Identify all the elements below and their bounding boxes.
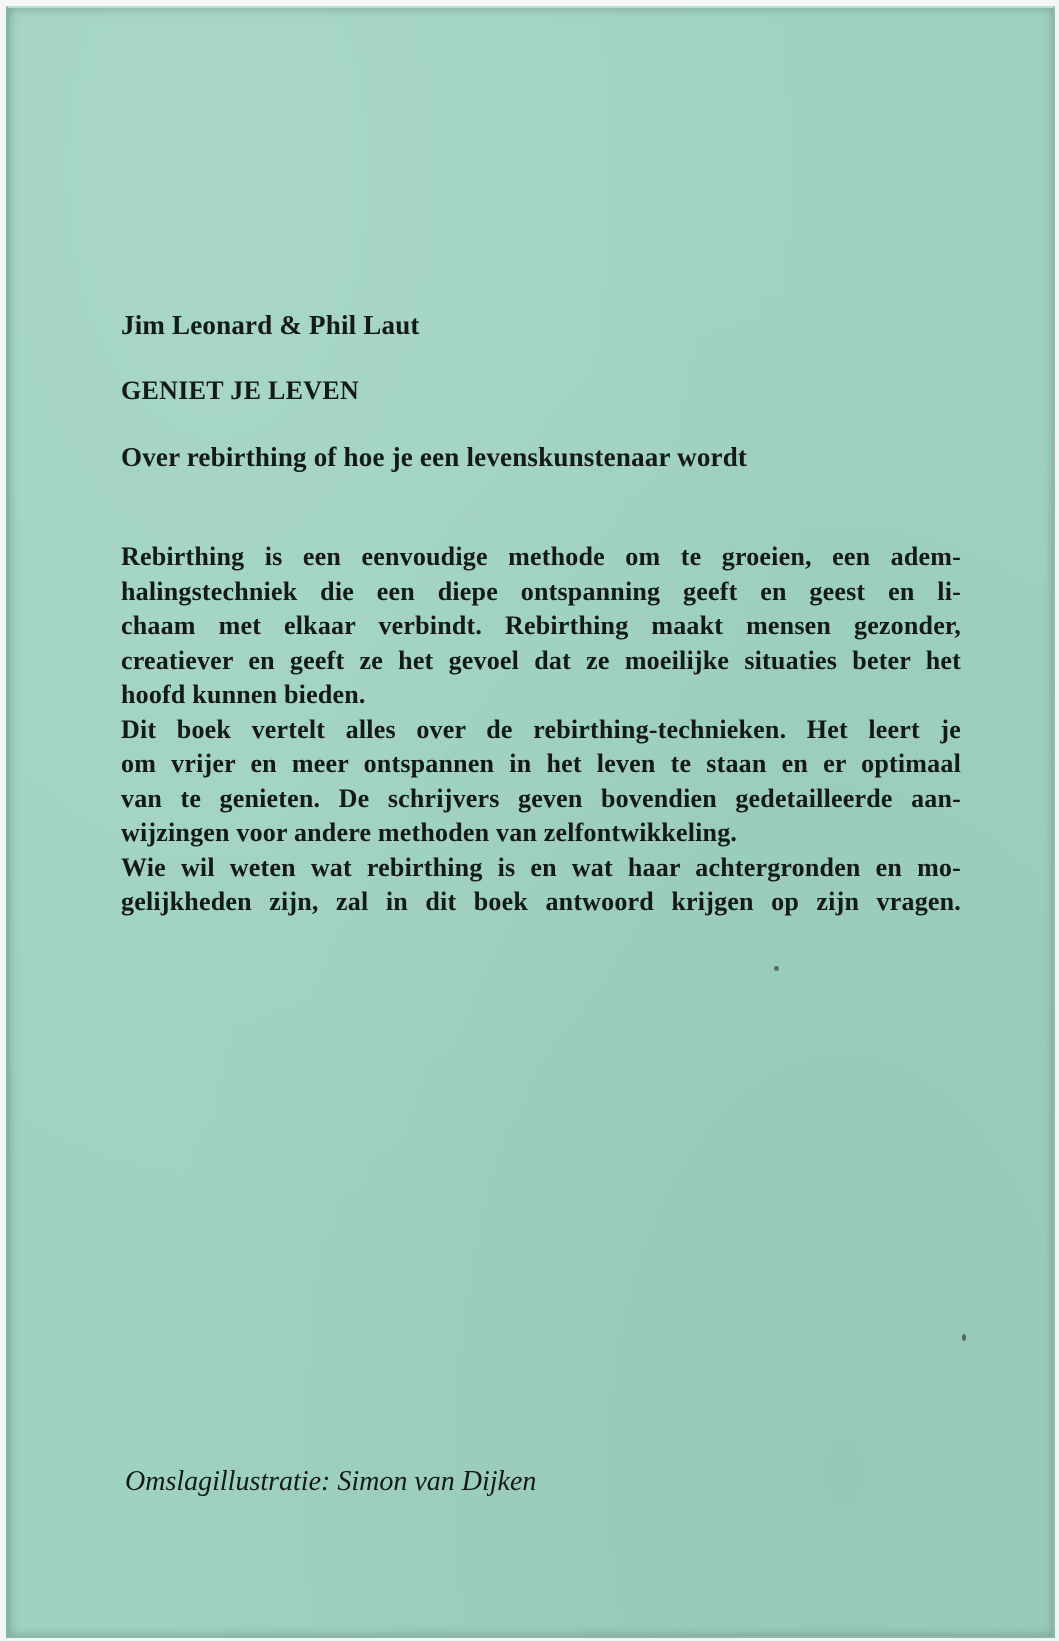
cover-illustration-credit: Omslagillustratie: Simon van Dijken: [125, 1466, 537, 1497]
blurb-line: halingstechniek die een diepe ontspanning geeft en geest en li-: [121, 576, 961, 606]
blurb-line: creatiever en geeft ze het gevoel dat ze moeilijke situaties beter het: [121, 645, 961, 675]
blurb-line: Dit boek vertelt alles over de rebirthing-technieken. Het leert je: [121, 714, 961, 744]
stain-mark: [962, 1334, 966, 1341]
stain-mark: [774, 966, 779, 971]
blurb-paragraph: [121, 540, 961, 920]
blurb-line: chaam met elkaar verbindt. Rebirthing maakt mensen gezonder,: [121, 611, 961, 640]
book-authors: Jim Leonard & Phil Laut: [121, 310, 420, 340]
blurb-line: hoofd kunnen bieden.: [121, 680, 366, 709]
blurb-line: Wie wil weten wat rebirthing is en wat haar achtergronden en mo-: [121, 852, 961, 882]
book-subtitle: Over rebirthing of hoe je een levenskunstenaar wordt: [121, 442, 748, 472]
blurb-line: gelijkheden zijn, zal in dit boek antwoord krijgen op zijn vragen.: [121, 887, 961, 916]
book-title: GENIET JE LEVEN: [121, 376, 360, 405]
blurb-line: om vrijer en meer ontspannen in het leven te staan en er optimaal: [121, 749, 961, 778]
blurb-line: van te genieten. De schrijvers geven bovendien gedetailleerde aan-: [121, 783, 961, 813]
blurb-line: Rebirthing is een eenvoudige methode om te groeien, een adem-: [121, 542, 961, 571]
book-back-cover: [6, 6, 1055, 1638]
blurb-line: wijzingen voor andere methoden van zelfontwikkeling.: [121, 818, 738, 847]
